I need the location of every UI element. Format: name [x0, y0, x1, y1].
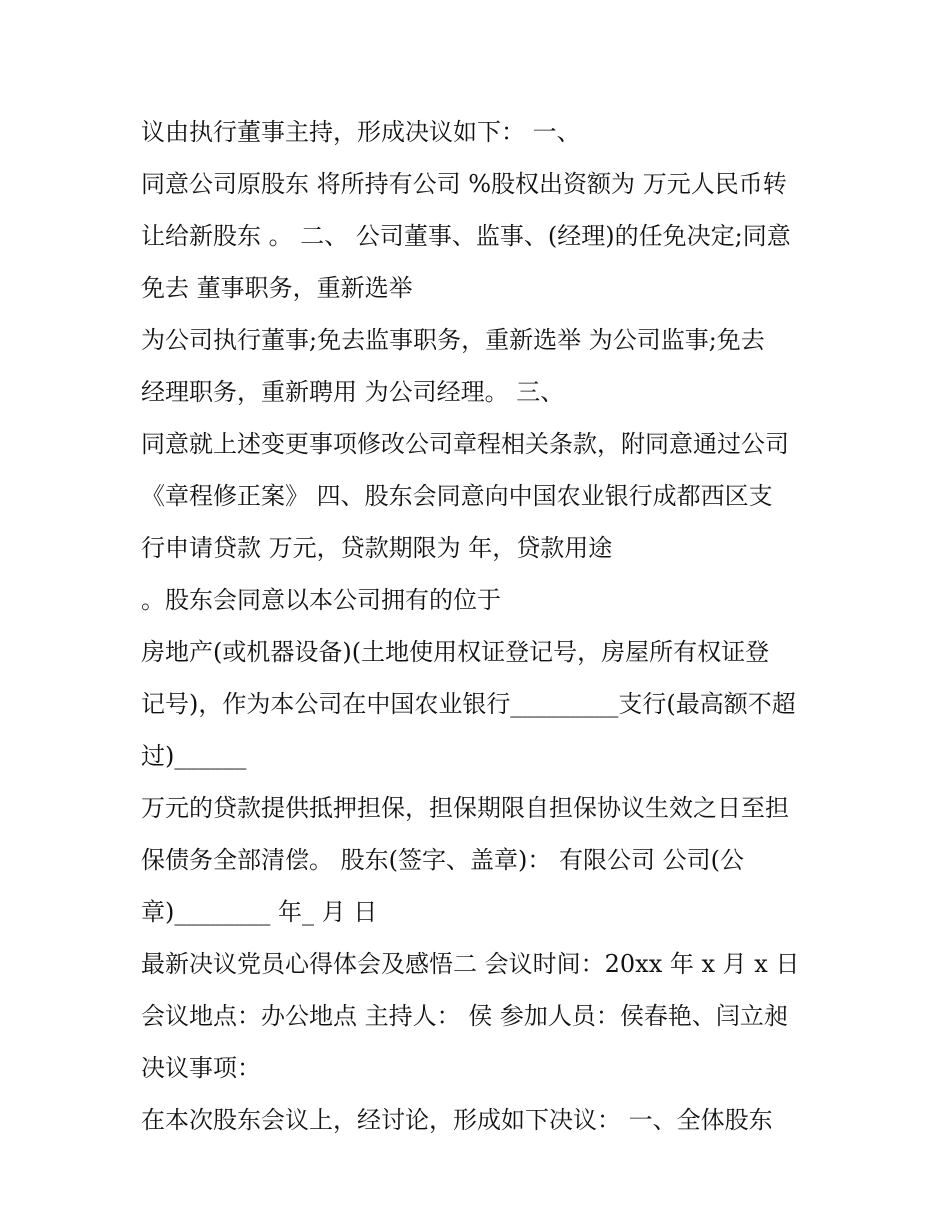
text-line: 议由执行董事主持，形成决议如下： 一、: [141, 118, 581, 146]
text-line: 最新决议党员心得体会及感悟二 会议时间：20xx 年 x 月 x 日: [141, 950, 800, 978]
text-line: 保债务全部清偿。 股东(签字、盖章)： 有限公司 公司(公: [141, 846, 744, 874]
text-line: 为公司执行董事;免去监事职务，重新选举 为公司监事;免去: [141, 326, 765, 354]
text-line: 在本次股东会议上，经讨论，形成如下决议： 一、全体股东: [141, 1106, 773, 1134]
text-line: 过)______: [141, 742, 247, 770]
text-line: 。股东会同意以本公司拥有的位于: [141, 586, 501, 614]
text-line: 《章程修正案》 四、股东会同意向中国农业银行成都西区支: [141, 482, 773, 510]
text-line: 万元的贷款提供抵押担保，担保期限自担保协议生效之日至担: [141, 794, 789, 822]
text-line: 记号)，作为本公司在中国农业银行_________支行(最高额不超: [141, 690, 796, 718]
text-line: 经理职务，重新聘用 为公司经理。 三、: [141, 378, 565, 406]
text-line: 同意就上述变更事项修改公司章程相关条款，附同意通过公司: [141, 430, 789, 458]
text-line: 决议事项：: [141, 1054, 261, 1082]
document-body: [141, 110, 821, 1150]
text-line: 章)________ 年_ 月 日: [141, 898, 378, 926]
text-line: 免去 董事职务，重新选举: [141, 274, 413, 302]
text-line: 房地产(或机器设备)(土地使用权证登记号，房屋所有权证登: [141, 638, 770, 666]
text-line: 行申请贷款 万元，贷款期限为 年，贷款用途: [141, 534, 613, 562]
text-line: 让给新股东 。 二、 公司董事、监事、(经理)的任免决定;同意: [141, 222, 791, 250]
text-line: 同意公司原股东 将所持有公司 %股权出资额为 万元人民币转: [141, 170, 787, 198]
text-line: 会议地点：办公地点 主持人： 侯 参加人员：侯春艳、闫立昶: [141, 1002, 788, 1030]
